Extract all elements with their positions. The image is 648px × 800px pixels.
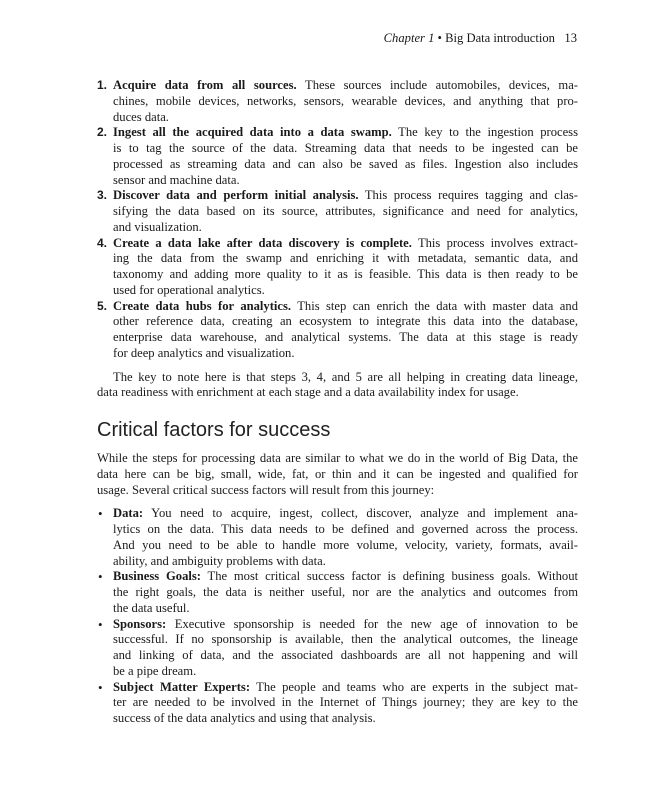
text-line xyxy=(113,251,578,267)
page-number: 13 xyxy=(564,31,577,45)
line-text: You need to acquire, ingest, collect, discover, analyze and implement ana- xyxy=(143,506,578,521)
header-separator: • xyxy=(437,31,442,45)
line-text: chines, mobile devices, networks, sensors, wearable devices, and anything that pro- xyxy=(113,93,578,108)
bold-lead: Subject Matter Experts: xyxy=(113,679,251,694)
line-text: used for operational analytics. xyxy=(113,282,265,297)
text-line xyxy=(113,141,578,157)
line-text: data here can be big, small, wide, fat, or thin and it can be ingested and qualified for xyxy=(97,466,578,481)
note-paragraph xyxy=(97,370,578,402)
line-text: be a pipe dream. xyxy=(113,663,197,678)
text-line xyxy=(113,299,578,315)
item-number: 1. xyxy=(97,78,108,92)
line-text: sifying the data based on its source, attributes, significance and need for analytics, xyxy=(113,204,578,218)
text-line xyxy=(113,617,578,633)
bullet-icon: • xyxy=(98,616,103,632)
item-number: 4. xyxy=(97,235,108,250)
list-item xyxy=(97,236,578,299)
text-line xyxy=(113,506,578,522)
line-text: is to tag the source of the data. Streaming data that needs to be ingested can be xyxy=(113,141,578,155)
success-factors-list xyxy=(97,506,578,727)
text-line xyxy=(113,711,578,727)
line-text: This process involves extract- xyxy=(411,235,578,250)
text-line xyxy=(97,451,578,467)
line-text: the data useful. xyxy=(113,600,190,615)
list-item xyxy=(97,680,578,727)
text-line xyxy=(97,467,578,483)
line-text: ability, and ambiguity problems with data. xyxy=(113,553,326,568)
text-line xyxy=(113,664,578,680)
line-text: ing the data from the swamp and enriching it with metadata, semantic data, and xyxy=(113,251,578,266)
text-line xyxy=(97,385,578,401)
item-number: 2. xyxy=(97,125,108,140)
list-item xyxy=(97,299,578,362)
chapter-title: Big Data introduction xyxy=(445,31,555,45)
list-item xyxy=(97,569,578,616)
line-text: duces data. xyxy=(113,109,169,124)
bold-lead: Business Goals: xyxy=(113,569,201,584)
line-text: This step can enrich the data with master data and xyxy=(291,298,578,313)
text-line xyxy=(113,283,578,299)
line-text: These sources include automobiles, devices, ma- xyxy=(296,78,578,92)
text-line xyxy=(113,601,578,617)
text-line xyxy=(113,695,578,711)
text-line xyxy=(113,173,578,189)
text-line xyxy=(113,157,578,173)
running-header xyxy=(384,31,577,46)
line-text: The key to the ingestion process xyxy=(391,125,578,140)
text-line xyxy=(113,78,578,94)
text-line xyxy=(113,236,578,252)
bold-lead: Discover data and perform initial analysis. xyxy=(113,188,359,203)
bullet-icon: • xyxy=(98,569,103,585)
text-line xyxy=(113,314,578,330)
text-line xyxy=(113,94,578,110)
line-text: ter are needed to be involved in the Internet of Things journey; they are key to the xyxy=(113,695,578,710)
bullet-icon: • xyxy=(98,679,103,695)
line-text: processed as streaming data and can also be saved as files. Ingestion also includes xyxy=(113,156,578,171)
bold-lead: Ingest all the acquired data into a data swamp. xyxy=(113,125,392,140)
line-text: usage. Several critical success factors will result from this journey: xyxy=(97,482,435,497)
bullet-icon: • xyxy=(98,506,103,522)
line-text: sensor and machine data. xyxy=(113,172,240,187)
line-text: the right goals, the data is neither useful, nor are the analytics and outcomes from xyxy=(113,585,578,599)
text-line xyxy=(113,680,578,696)
list-item xyxy=(97,617,578,680)
line-text: This process requires tagging and clas- xyxy=(358,188,578,203)
item-number: 5. xyxy=(97,298,108,313)
line-text: The people and teams who are experts in the subject mat- xyxy=(250,679,578,694)
chapter-label: Chapter 1 xyxy=(383,31,435,45)
line-text: lytics on the data. This data needs to be defined and governed across the process. xyxy=(113,522,578,536)
text-line xyxy=(113,330,578,346)
line-text: and linking of data, and the associated dashboards are all not happening and will xyxy=(113,648,578,662)
line-text: taxonomy and adding more quality to it as is feasible. This data is then ready to be xyxy=(113,267,578,281)
text-line xyxy=(113,569,578,585)
text-line xyxy=(113,522,578,538)
line-text: enterprise data warehouse, and analytical systems. The data at this stage is ready xyxy=(113,330,578,344)
list-item xyxy=(97,506,578,569)
line-text: success of the data analytics and using that analysis. xyxy=(113,711,376,725)
list-item xyxy=(97,78,578,125)
page-body xyxy=(97,78,578,727)
text-line xyxy=(113,648,578,664)
text-line xyxy=(113,632,578,648)
line-text: The most critical success factor is defining business goals. Without xyxy=(200,569,578,584)
line-text: and visualization. xyxy=(113,219,202,234)
text-line xyxy=(113,125,578,141)
text-line xyxy=(113,188,578,204)
text-line xyxy=(97,370,578,386)
text-line xyxy=(97,483,578,499)
bold-lead: Data: xyxy=(113,506,144,521)
text-line xyxy=(113,220,578,236)
text-line xyxy=(113,267,578,283)
section-heading: Critical factors for success xyxy=(97,419,331,441)
line-text: Executive sponsorship is needed for the new age of innovation to be xyxy=(166,616,578,631)
list-item xyxy=(97,125,578,188)
line-text: data readiness with enrichment at each stage and a data availability index for usage. xyxy=(97,385,519,400)
bold-lead: Create a data lake after data discovery is complete. xyxy=(113,235,412,250)
line-text: successful. If no sponsorship is available, then the analytical outcomes, the lineage xyxy=(113,632,578,647)
line-text: for deep analytics and visualization. xyxy=(113,345,295,360)
text-line xyxy=(113,585,578,601)
line-text: While the steps for processing data are similar to what we do in the world of Big Data, the xyxy=(97,451,578,465)
bold-lead: Acquire data from all sources. xyxy=(113,78,297,92)
list-item xyxy=(97,188,578,235)
text-line xyxy=(113,554,578,570)
bold-lead: Sponsors: xyxy=(113,616,167,631)
item-number: 3. xyxy=(97,188,108,203)
line-text: other reference data, creating an ecosystem to integrate this data into the database, xyxy=(113,314,578,329)
line-text: The key to note here is that steps 3, 4, and 5 are all helping in creating data lineage, xyxy=(113,369,578,384)
text-line xyxy=(113,346,578,362)
bold-lead: Create data hubs for analytics. xyxy=(113,298,292,313)
intro-paragraph xyxy=(97,451,578,498)
text-line xyxy=(113,204,578,220)
line-text: And you need to be able to handle more volume, velocity, variety, formats, avail- xyxy=(113,537,578,552)
numbered-steps-list xyxy=(97,78,578,362)
text-line xyxy=(113,110,578,126)
text-line xyxy=(113,538,578,554)
